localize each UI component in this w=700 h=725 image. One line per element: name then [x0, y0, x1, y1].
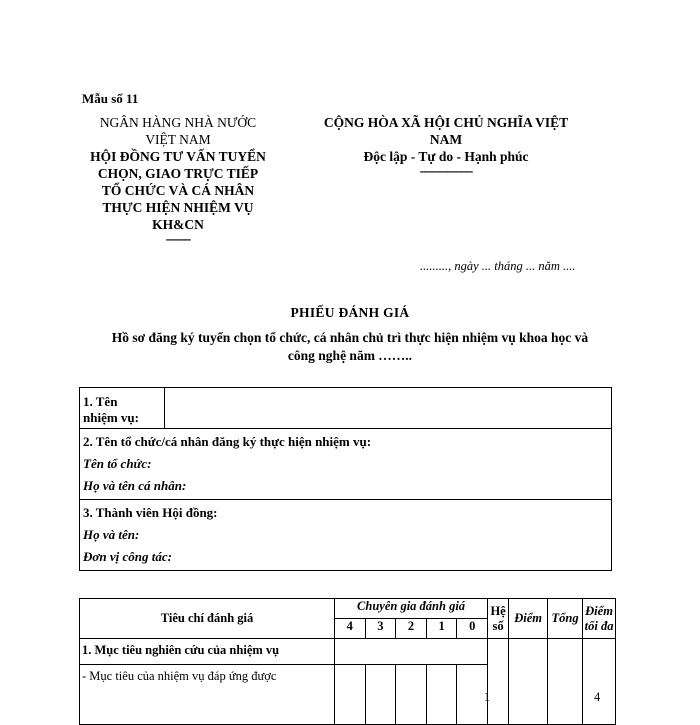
task-name-label: [80, 388, 165, 429]
info-table: [79, 387, 612, 571]
org-line-2: VIỆT NAM: [145, 132, 211, 147]
org-name-label: Tên tổ chức:: [83, 456, 152, 471]
member-name-label: Họ và tên:: [83, 527, 140, 542]
section-1-total[interactable]: [548, 639, 583, 725]
section-1-points[interactable]: [509, 639, 548, 725]
council-line-5: KH&CN: [152, 217, 204, 232]
score-4: 4: [335, 619, 366, 639]
score-2: 2: [396, 619, 427, 639]
item-1-text: - Mục tiêu của nhiệm vụ đáp ứng được: [80, 665, 335, 725]
points-header: Điểm: [509, 599, 548, 639]
council-line-4: THỰC HIỆN NHIỆM VỤ: [102, 200, 254, 215]
issuing-authority: [78, 114, 278, 245]
org-line-1: NGÂN HÀNG NHÀ NƯỚC: [99, 115, 257, 130]
total-header: Tổng: [548, 599, 583, 639]
section-1-scores: [335, 639, 488, 665]
score-3: 3: [365, 619, 396, 639]
score-1: 1: [426, 619, 457, 639]
national-motto: Độc lập - Tự do - Hạnh phúc: [363, 149, 529, 164]
subtitle-line-1: Hồ sơ đăng ký tuyển chọn tổ chức, cá nhân chủ trì thực hiện nhiệm vụ khoa học và: [111, 330, 589, 345]
task-name-label-1: 1. Tên: [83, 394, 118, 409]
section-1-title: 1. Mục tiêu nghiên cứu của nhiệm vụ: [80, 639, 335, 665]
form-subtitle: [80, 329, 620, 365]
item-1-score-0[interactable]: [457, 665, 491, 725]
expert-header: Chuyên gia đánh giá: [335, 599, 488, 619]
right-divider: ---------------: [419, 163, 473, 178]
council-line-1: HỘI ĐỒNG TƯ VẤN TUYỂN: [90, 149, 266, 164]
form-title: PHIẾU ĐÁNH GIÁ: [290, 305, 410, 320]
national-heading: [306, 114, 586, 177]
section-1-coef: [488, 639, 509, 725]
max-points-header: [583, 599, 616, 639]
nation-line-2: NAM: [429, 132, 463, 147]
org-heading: 2. Tên tổ chức/cá nhân đăng ký thực hiện nhiệm vụ:: [83, 434, 372, 449]
item-1-max: 4: [594, 690, 601, 704]
item-1-score-1[interactable]: [426, 665, 457, 725]
person-name-label: Họ và tên cá nhân:: [83, 478, 187, 493]
form-number: Mẫu số 11: [82, 91, 139, 106]
item-1-score-2[interactable]: [396, 665, 427, 725]
member-section: [80, 500, 612, 571]
member-heading: 3. Thành viên Hội đồng:: [83, 505, 218, 520]
task-name-label-2: nhiệm vụ:: [83, 410, 139, 425]
item-1-score-4[interactable]: [335, 665, 366, 725]
section-1-max: [583, 639, 616, 725]
criteria-table: [79, 598, 616, 725]
council-line-3: TỔ CHỨC VÀ CÁ NHÂN: [101, 183, 255, 198]
score-0: 0: [457, 619, 488, 639]
member-unit-label: Đơn vị công tác:: [83, 549, 172, 564]
left-divider: -------: [165, 231, 191, 246]
nation-line-1: CỘNG HÒA XÃ HỘI CHỦ NGHĨA VIỆT: [323, 115, 569, 130]
section-1-row: [80, 639, 616, 665]
coef-line-2: số: [492, 618, 504, 633]
coef-line-1: Hệ: [490, 603, 506, 618]
max-line-1: Điểm: [585, 603, 613, 618]
task-name-field[interactable]: [165, 388, 612, 429]
criteria-header: Tiêu chí đánh giá: [80, 599, 335, 639]
max-line-2: tối đa: [584, 618, 614, 633]
subtitle-line-2: công nghệ năm ……..: [287, 348, 413, 363]
coefficient-header: [488, 599, 509, 639]
item-1-coef: 1: [484, 690, 491, 704]
date-line: ........., ngày ... tháng ... năm ....: [420, 259, 576, 273]
item-1-score-3[interactable]: [365, 665, 396, 725]
council-line-2: CHỌN, GIAO TRỰC TIẾP: [97, 166, 259, 181]
org-section: [80, 429, 612, 500]
